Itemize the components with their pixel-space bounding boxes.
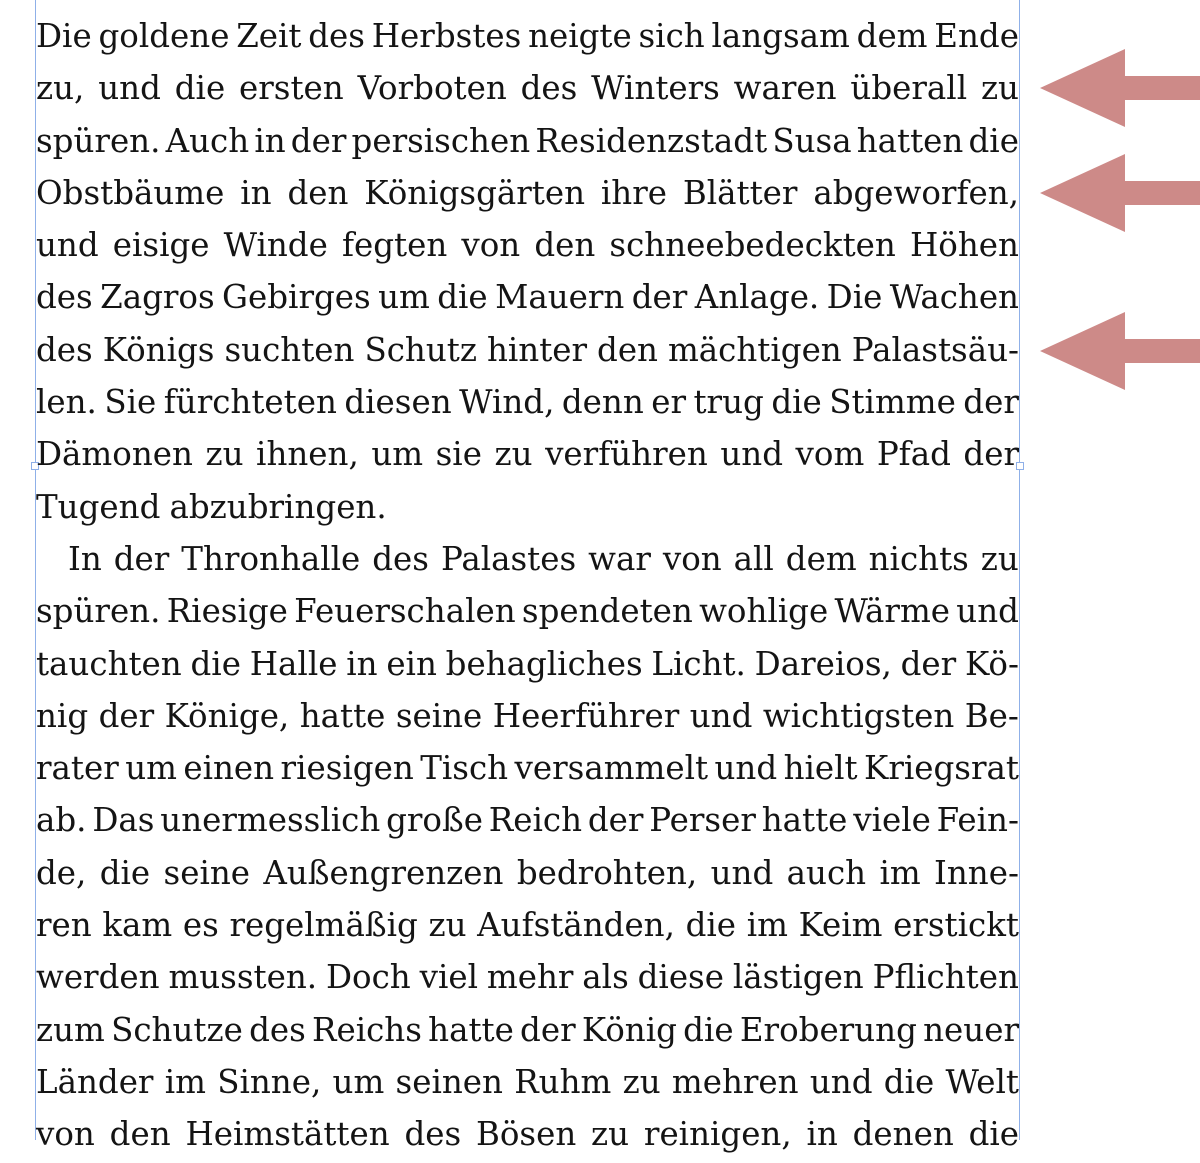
word: Palastes bbox=[440, 539, 577, 578]
word: reinigen, bbox=[643, 1115, 792, 1154]
word: in bbox=[240, 173, 272, 212]
word: de, bbox=[36, 853, 87, 892]
word: schneebedeckten bbox=[609, 226, 896, 265]
left-arrow-icon bbox=[1040, 154, 1200, 232]
word: zu bbox=[980, 69, 1019, 108]
word: len. bbox=[36, 383, 97, 422]
word: nichts bbox=[868, 539, 969, 578]
word: sich bbox=[638, 17, 705, 55]
word: bedrohten, bbox=[516, 853, 698, 892]
word: und bbox=[710, 853, 774, 892]
word: dem bbox=[856, 17, 928, 55]
word: der bbox=[520, 1010, 576, 1049]
word: viele bbox=[853, 801, 931, 840]
text-line bbox=[36, 587, 1019, 639]
word: Wärme bbox=[834, 592, 951, 631]
word: nig bbox=[36, 696, 89, 735]
word: mussten. bbox=[168, 958, 318, 997]
word: Schutz bbox=[364, 330, 477, 369]
word: Dämonen bbox=[36, 435, 193, 474]
word: des bbox=[36, 278, 93, 317]
word: als bbox=[582, 958, 629, 997]
word: ren bbox=[36, 906, 92, 945]
text-line bbox=[36, 640, 1019, 692]
word: Zeit bbox=[236, 17, 302, 55]
word: ab. bbox=[36, 801, 87, 840]
word: Residenzstadt bbox=[535, 121, 768, 160]
word: hatten bbox=[856, 121, 964, 160]
word: versammelt bbox=[514, 749, 709, 788]
word: wichtigsten bbox=[762, 696, 955, 735]
word: zu bbox=[428, 906, 467, 945]
word: Schutze bbox=[111, 1010, 243, 1049]
word: diese bbox=[637, 958, 724, 997]
word: spendeten bbox=[521, 592, 693, 631]
word: verführen bbox=[545, 435, 708, 474]
word: Tugend bbox=[36, 487, 161, 526]
word: in bbox=[806, 1115, 838, 1154]
text-line bbox=[36, 535, 1019, 587]
word: zu bbox=[494, 435, 533, 474]
word: in bbox=[254, 121, 286, 160]
word: überall bbox=[850, 69, 968, 108]
word: eisige bbox=[112, 226, 210, 265]
word: einen bbox=[183, 749, 275, 788]
word: ihnen, bbox=[256, 435, 359, 474]
word: lästigen bbox=[732, 958, 864, 997]
text-line bbox=[36, 64, 1019, 116]
word: Die bbox=[826, 278, 883, 317]
word: Palastsäu- bbox=[851, 330, 1019, 369]
word: Vorboten bbox=[357, 69, 507, 108]
word: Fein- bbox=[936, 801, 1019, 840]
word: Herbstes bbox=[371, 17, 522, 55]
word: große bbox=[386, 801, 483, 840]
word: abzubringen. bbox=[169, 487, 387, 526]
word: sie bbox=[435, 435, 482, 474]
text-line bbox=[36, 1110, 1019, 1162]
word: Das bbox=[92, 801, 155, 840]
word: König bbox=[581, 1010, 677, 1049]
word: des bbox=[372, 539, 429, 578]
word: des bbox=[308, 17, 365, 55]
text-line bbox=[36, 1006, 1019, 1058]
text-line bbox=[36, 953, 1019, 1005]
word: Außengrenzen bbox=[263, 853, 504, 892]
word: hatte bbox=[761, 801, 848, 840]
word: hinter bbox=[486, 330, 588, 369]
word: Königsgärten bbox=[364, 173, 586, 212]
word: im bbox=[164, 1062, 206, 1101]
word: im bbox=[746, 906, 788, 945]
word: in bbox=[346, 644, 378, 683]
word: Winters bbox=[591, 69, 720, 108]
word: Winde bbox=[223, 226, 328, 265]
word: riesigen bbox=[280, 749, 414, 788]
word: im bbox=[879, 853, 921, 892]
word: von bbox=[461, 226, 521, 265]
word: Blätter bbox=[682, 173, 798, 212]
word: von bbox=[36, 1115, 95, 1154]
word: waren bbox=[733, 69, 837, 108]
word: Kö- bbox=[964, 644, 1019, 683]
word: Ruhm bbox=[514, 1062, 612, 1101]
word: und bbox=[956, 592, 1019, 631]
word: spüren. bbox=[36, 121, 161, 160]
word: um bbox=[371, 435, 424, 474]
word: vom bbox=[795, 435, 865, 474]
word: die bbox=[99, 853, 151, 892]
word: die bbox=[685, 906, 737, 945]
word: fürchteten bbox=[163, 383, 337, 422]
word: Halle bbox=[249, 644, 338, 683]
word: und bbox=[98, 69, 161, 108]
word: Reich bbox=[488, 801, 583, 840]
word: tauchten bbox=[36, 644, 182, 683]
word: den bbox=[287, 173, 349, 212]
word: die bbox=[437, 278, 488, 317]
left-arrow-icon bbox=[1040, 49, 1200, 127]
word: abgeworfen, bbox=[813, 173, 1019, 212]
word: der bbox=[900, 644, 957, 683]
word: die bbox=[968, 121, 1019, 160]
word: und bbox=[689, 696, 753, 735]
word: denn bbox=[561, 383, 644, 422]
word: rater bbox=[36, 749, 119, 788]
word: die bbox=[174, 69, 226, 108]
word: Obstbäume bbox=[36, 173, 225, 212]
word: Keim bbox=[798, 906, 883, 945]
word: suchten bbox=[224, 330, 355, 369]
word: regelmäßig bbox=[229, 906, 418, 945]
word: kam bbox=[102, 906, 173, 945]
word: ihre bbox=[600, 173, 668, 212]
word: auch bbox=[786, 853, 867, 892]
text-line bbox=[36, 430, 1019, 482]
word: er bbox=[651, 383, 687, 422]
word: Zagros bbox=[100, 278, 215, 317]
word: Licht. bbox=[651, 644, 746, 683]
word: Sie bbox=[104, 383, 157, 422]
word: die bbox=[190, 644, 241, 683]
word: und bbox=[809, 1062, 873, 1101]
text-line bbox=[36, 12, 1019, 64]
text-line bbox=[36, 849, 1019, 901]
word: Sinne, bbox=[217, 1062, 322, 1101]
word: Kriegsrat bbox=[864, 749, 1019, 788]
word: denen bbox=[852, 1115, 954, 1154]
text-line bbox=[36, 326, 1019, 378]
word: seinen bbox=[395, 1062, 503, 1101]
word: unermesslich bbox=[160, 801, 381, 840]
word: mehr bbox=[486, 958, 574, 997]
word: werden bbox=[36, 958, 160, 997]
word: der bbox=[290, 121, 347, 160]
word: die bbox=[968, 1115, 1019, 1154]
word: dem bbox=[785, 539, 857, 578]
word: Heimstätten bbox=[185, 1115, 390, 1154]
text-line bbox=[36, 169, 1019, 221]
word: die bbox=[683, 1010, 734, 1049]
word: und bbox=[36, 226, 99, 265]
word: den bbox=[109, 1115, 171, 1154]
word: und bbox=[720, 435, 783, 474]
word: Wind, bbox=[459, 383, 555, 422]
text-line bbox=[36, 117, 1019, 169]
word: Könige, bbox=[164, 696, 290, 735]
word: der bbox=[113, 539, 170, 578]
word: um bbox=[378, 278, 430, 317]
text-line bbox=[36, 378, 1019, 430]
word: hatte bbox=[299, 696, 386, 735]
word: Bösen bbox=[475, 1115, 577, 1154]
word: und bbox=[714, 749, 778, 788]
word: um bbox=[125, 749, 177, 788]
word: die bbox=[771, 383, 822, 422]
word: Feuerschalen bbox=[294, 592, 516, 631]
word: ersten bbox=[239, 69, 344, 108]
word: viel bbox=[419, 958, 479, 997]
word: langsam bbox=[711, 17, 850, 55]
word: Pfad bbox=[876, 435, 951, 474]
word: Wachen bbox=[889, 278, 1019, 317]
text-line bbox=[36, 901, 1019, 953]
word: Pflichten bbox=[872, 958, 1019, 997]
word: behagliches bbox=[445, 644, 643, 683]
text-line bbox=[36, 483, 1019, 535]
word: seine bbox=[163, 853, 251, 892]
word: der bbox=[631, 278, 688, 317]
word: ein bbox=[386, 644, 437, 683]
left-arrow-icon bbox=[1040, 312, 1200, 390]
word: Mauern bbox=[495, 278, 625, 317]
word: Höhen bbox=[909, 226, 1019, 265]
word: persischen bbox=[351, 121, 531, 160]
justified-text-body[interactable] bbox=[36, 12, 1019, 1163]
word: zu bbox=[205, 435, 244, 474]
word: Heerführer bbox=[492, 696, 680, 735]
word: mächtigen bbox=[667, 330, 842, 369]
word: Eroberung bbox=[739, 1010, 917, 1049]
text-line bbox=[36, 744, 1019, 796]
word: all bbox=[733, 539, 774, 578]
word: die bbox=[883, 1062, 935, 1101]
word: Thronhalle bbox=[181, 539, 361, 578]
word: des bbox=[36, 330, 93, 369]
word: der bbox=[963, 383, 1019, 422]
text-line bbox=[36, 221, 1019, 273]
word: der bbox=[963, 435, 1019, 474]
word: Susa bbox=[772, 121, 852, 160]
word: goldene bbox=[98, 17, 230, 55]
text-line bbox=[36, 692, 1019, 744]
word: zum bbox=[36, 1010, 105, 1049]
word: zu bbox=[980, 539, 1019, 578]
word: seine bbox=[395, 696, 483, 735]
word: Perser bbox=[649, 801, 756, 840]
word: Tisch bbox=[420, 749, 509, 788]
word: war bbox=[588, 539, 651, 578]
word: hatte bbox=[428, 1010, 514, 1049]
word: neuer bbox=[923, 1010, 1019, 1049]
word: hielt bbox=[783, 749, 858, 788]
word: von bbox=[662, 539, 722, 578]
word: erstickt bbox=[893, 906, 1019, 945]
word: Welt bbox=[945, 1062, 1019, 1101]
text-line bbox=[36, 796, 1019, 848]
text-line bbox=[36, 273, 1019, 325]
word: des bbox=[404, 1115, 462, 1154]
word: Stimme bbox=[829, 383, 956, 422]
word: spüren. bbox=[36, 592, 161, 631]
word: Länder bbox=[36, 1062, 154, 1101]
word: Ende bbox=[934, 17, 1019, 55]
word: den bbox=[534, 226, 596, 265]
word: Reichs bbox=[312, 1010, 422, 1049]
text-line bbox=[36, 1058, 1019, 1110]
word: trug bbox=[693, 383, 764, 422]
word: Die bbox=[36, 17, 92, 55]
word: neigte bbox=[528, 17, 632, 55]
word: zu bbox=[622, 1062, 661, 1101]
word: Königs bbox=[102, 330, 215, 369]
word: mehren bbox=[671, 1062, 799, 1101]
word: Be- bbox=[964, 696, 1019, 735]
word: Doch bbox=[325, 958, 411, 997]
word: um bbox=[332, 1062, 385, 1101]
word: Anlage. bbox=[694, 278, 820, 317]
word: fegten bbox=[341, 226, 448, 265]
word: den bbox=[597, 330, 658, 369]
word: diesen bbox=[344, 383, 452, 422]
word: Auch bbox=[165, 121, 250, 160]
word: In bbox=[68, 539, 102, 578]
word: des bbox=[249, 1010, 306, 1049]
word: Gebirges bbox=[222, 278, 371, 317]
word: der bbox=[587, 801, 644, 840]
word: des bbox=[520, 69, 578, 108]
word: der bbox=[98, 696, 155, 735]
word: Dareios, bbox=[754, 644, 892, 683]
word: es bbox=[182, 906, 219, 945]
word: Inne- bbox=[934, 853, 1019, 892]
word: wohlige bbox=[699, 592, 829, 631]
word: zu bbox=[591, 1115, 630, 1154]
word: Riesige bbox=[166, 592, 288, 631]
word: Aufständen, bbox=[477, 906, 675, 945]
word: zu, bbox=[36, 69, 85, 108]
